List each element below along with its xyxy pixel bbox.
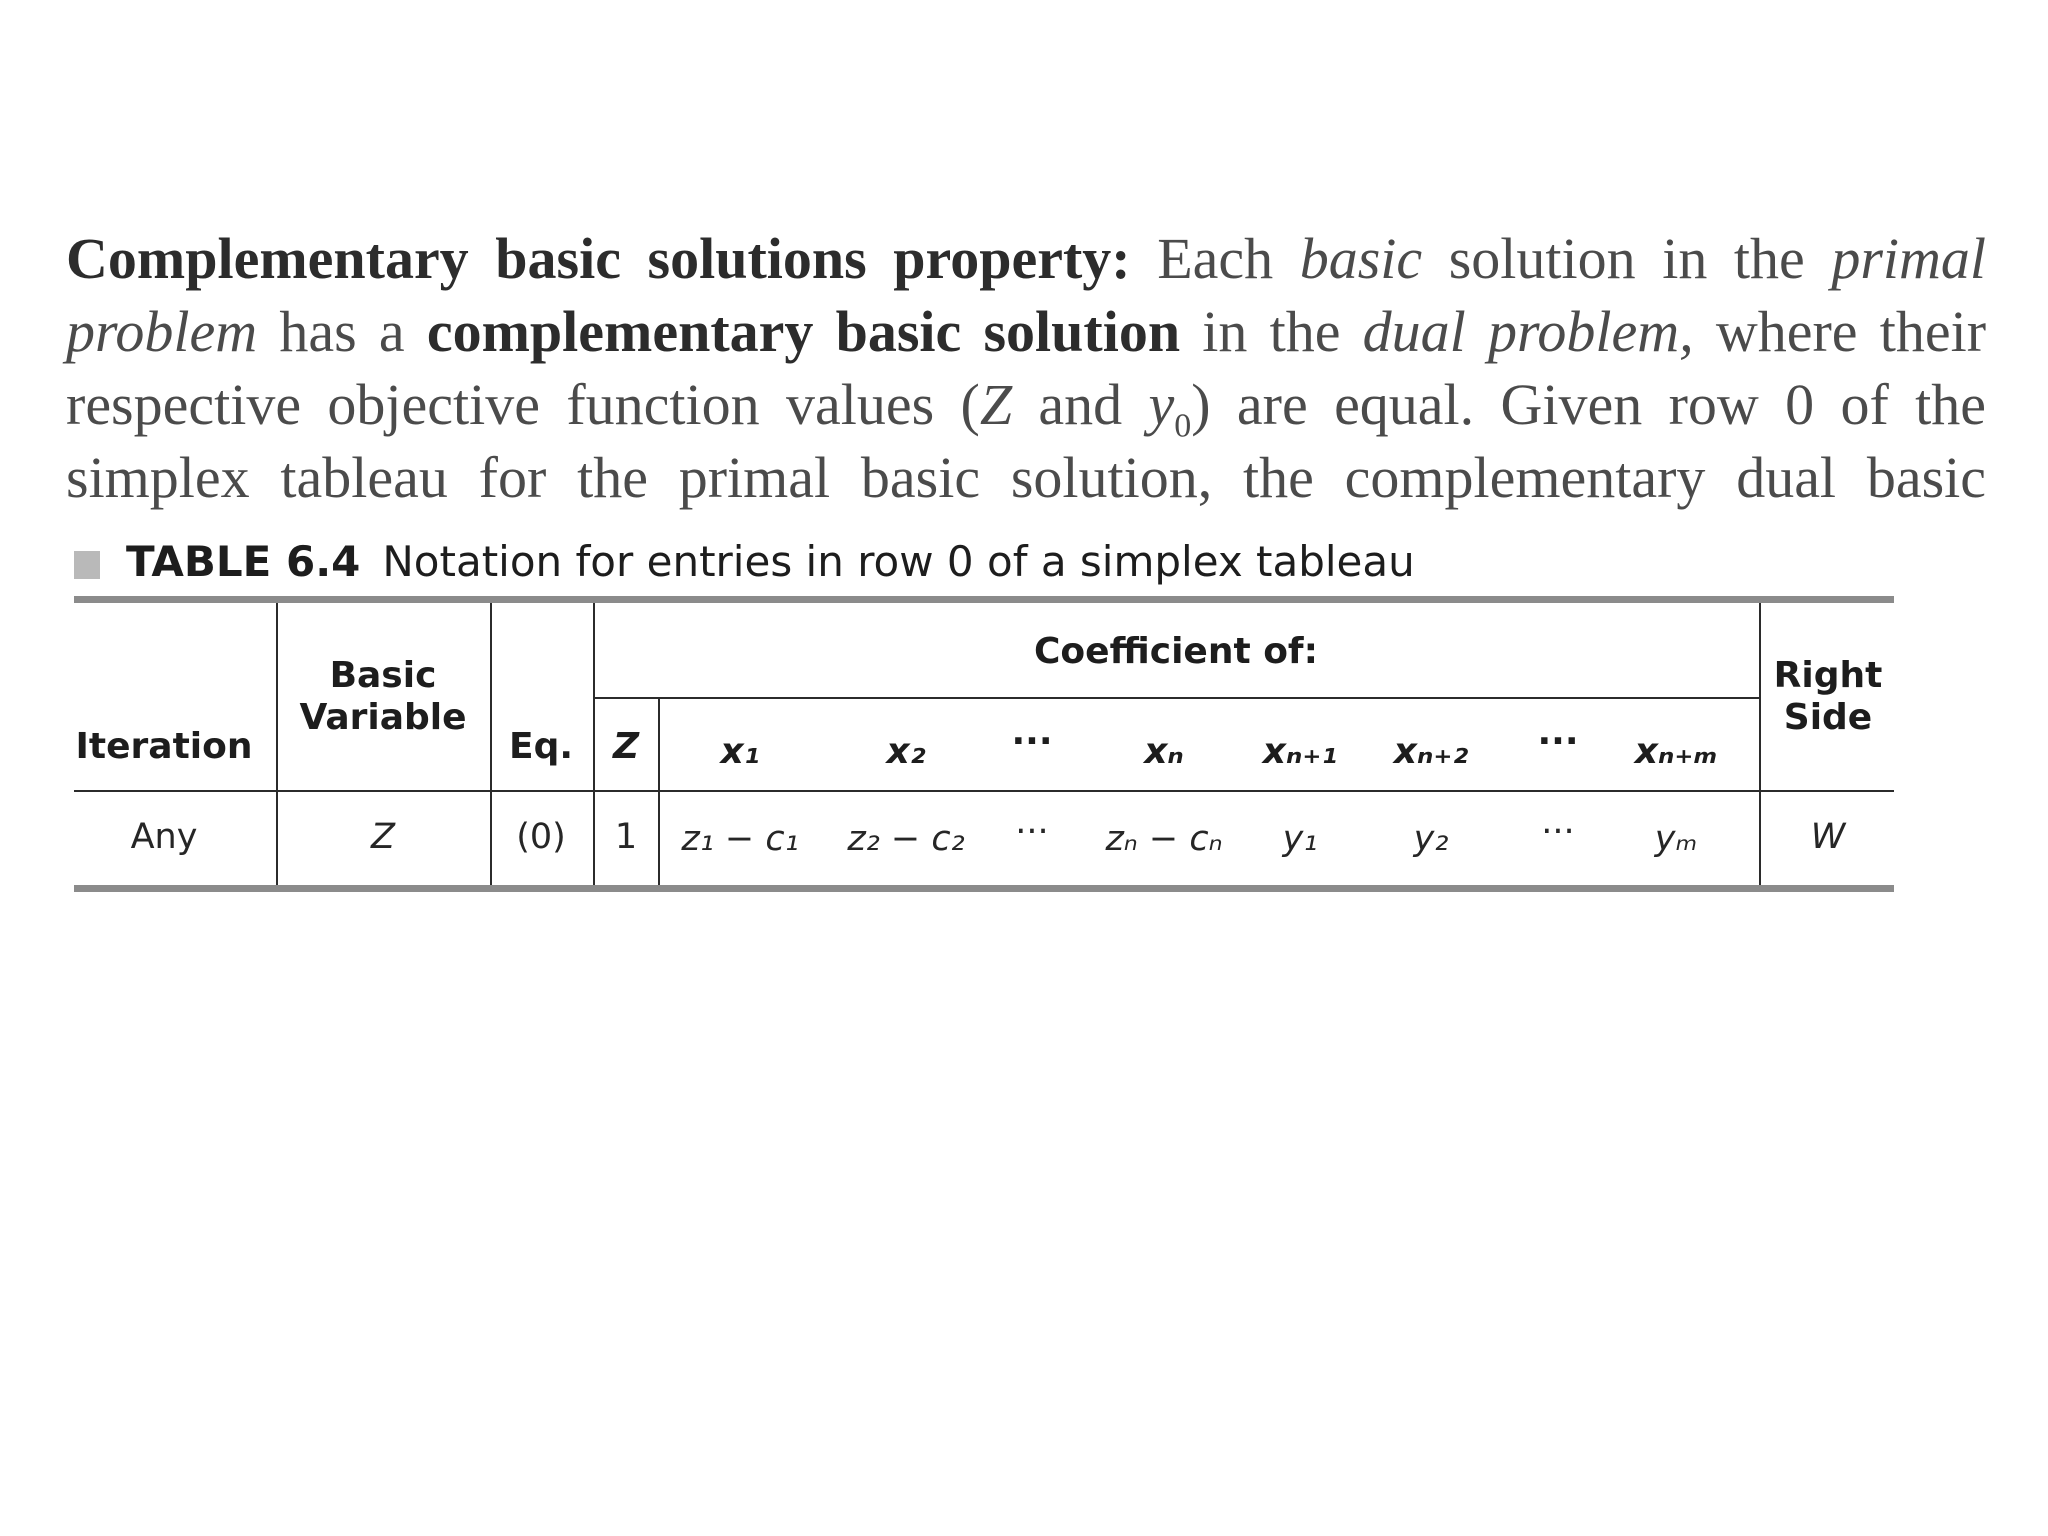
simplex-notation-table <box>74 596 1894 896</box>
cell-coef-ellipsis: ··· <box>1541 812 1575 852</box>
text-run: has a <box>279 299 405 364</box>
cell-coef-x1: z₁ − c₁ <box>681 819 799 859</box>
column-divider <box>276 603 278 885</box>
table-label: TABLE 6.4 <box>126 537 361 586</box>
header-col-x1: x₁ <box>720 731 760 772</box>
text-run: ) are equal. Given row 0 of the <box>1191 372 1986 437</box>
header-right-line: Right <box>1773 655 1883 696</box>
italic-term: Z <box>979 372 1013 437</box>
header-iteration: Iteration <box>75 726 253 767</box>
header-col-x2: x₂ <box>886 731 926 772</box>
header-col-ellipsis: ··· <box>1011 721 1053 762</box>
text-run: and <box>1038 372 1123 437</box>
column-divider <box>490 603 492 885</box>
cell-eq: (0) <box>516 817 566 857</box>
cell-coef-ellipsis: ··· <box>1015 812 1049 852</box>
italic-term: primal <box>1831 226 1987 291</box>
cell-coef-x2: z₂ − c₂ <box>847 819 965 859</box>
property-title: Complementary basic solutions property: <box>66 226 1131 291</box>
cell-right-side: W <box>1810 817 1846 857</box>
column-divider <box>1759 603 1761 885</box>
table-bottom-rule <box>74 885 1894 892</box>
header-col-xn-plus-m: xₙ₊ₘ <box>1634 731 1718 772</box>
header-body-rule <box>74 790 1894 792</box>
cell-basic-variable: Z <box>371 817 395 857</box>
header-col-xn-plus-1: xₙ₊₁ <box>1262 731 1338 772</box>
text-run: in the <box>1202 299 1341 364</box>
bold-term: complementary basic solution <box>426 299 1181 364</box>
header-side-line: Side <box>1783 697 1873 738</box>
table-top-rule <box>74 596 1894 603</box>
header-eq: Eq. <box>508 726 574 767</box>
italic-term: dual problem, <box>1362 299 1694 364</box>
subscript: 0 <box>1174 407 1192 445</box>
paragraph-line-3 <box>66 368 1986 445</box>
header-col-z: Z <box>612 726 640 767</box>
cell-iteration: Any <box>130 817 198 857</box>
text-run: respective objective function values ( <box>66 372 980 437</box>
header-col-xn: xₙ <box>1144 731 1184 772</box>
table-caption <box>74 537 1415 586</box>
italic-term: y <box>1148 372 1175 437</box>
cell-coef-xn-plus-m: yₘ <box>1654 819 1698 859</box>
cell-coef-xn-plus-2: y₂ <box>1413 819 1449 859</box>
italic-term: basic <box>1299 226 1423 291</box>
caption-square-icon <box>74 551 100 579</box>
intro-paragraph <box>66 222 1986 514</box>
column-divider <box>593 603 595 885</box>
paragraph-line-4: simplex tableau for the primal basic solution, the complementary dual basic <box>66 445 1986 510</box>
cell-coef-xn-plus-1: y₁ <box>1282 819 1318 859</box>
text-run: where their <box>1715 299 1987 364</box>
coefficient-group-rule <box>593 697 1759 699</box>
header-basic-line: Basic <box>329 655 437 696</box>
italic-term: problem <box>66 299 258 364</box>
table-title: Notation for entries in row 0 of a simplex tableau <box>382 537 1415 586</box>
paragraph-line-2 <box>66 295 1986 368</box>
paragraph-line-1 <box>66 222 1986 295</box>
header-variable-line: Variable <box>299 697 467 738</box>
header-col-xn-plus-2: xₙ₊₂ <box>1393 731 1469 772</box>
cell-coef-z: 1 <box>614 817 638 857</box>
header-right-side <box>1774 655 1883 739</box>
header-col-ellipsis: ··· <box>1537 721 1579 762</box>
text-run: solution in the <box>1448 226 1805 291</box>
text-run: Each <box>1157 226 1274 291</box>
header-coefficient-of: Coefficient of: <box>1034 631 1318 672</box>
header-basic-variable <box>299 655 466 739</box>
cell-coef-xn: zₙ − cₙ <box>1105 819 1223 859</box>
